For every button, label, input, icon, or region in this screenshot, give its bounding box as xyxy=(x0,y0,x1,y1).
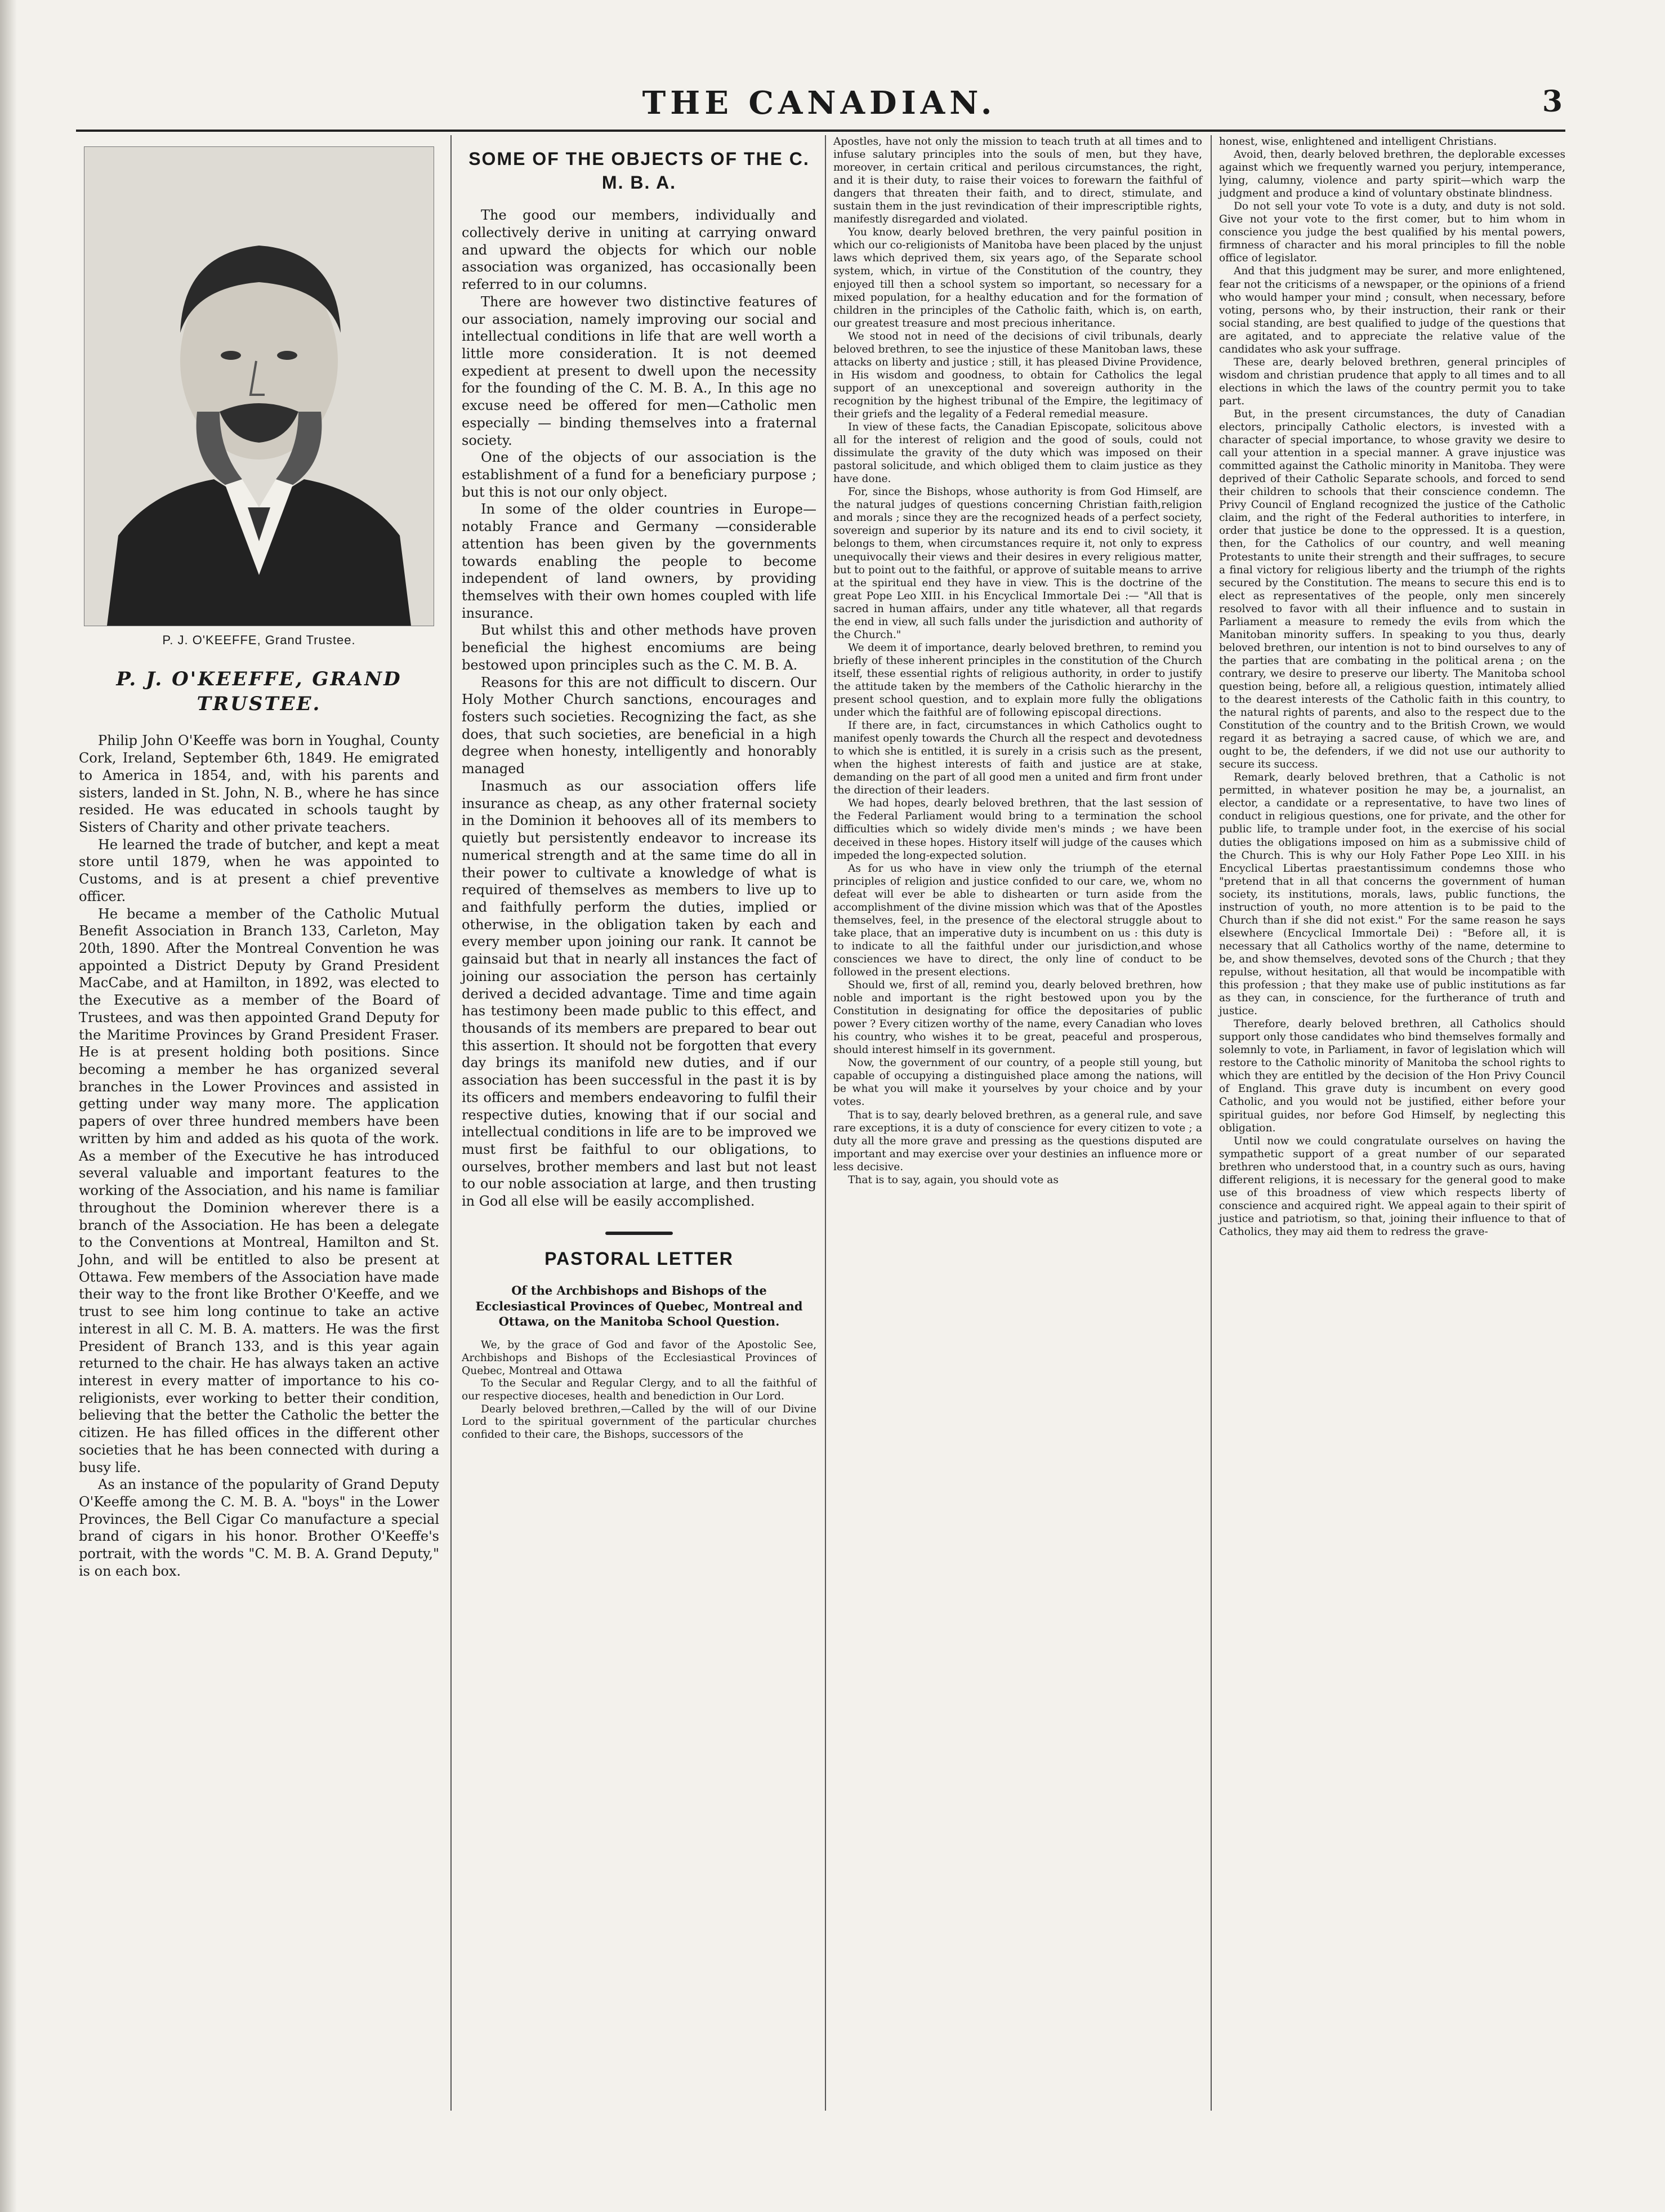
paragraph: But, in the present circumstances, the duty of Canadian electors, principally Catholic electors, is invested with a character of special importance, to whose gravity we desire to call your attention in a special manner. A grave injustice was committed against the Catholic minority in Manitoba. They were deprived of their Catholic Separate schools, and forced to send their children to schools that their conscience condemn. The Privy Council of England recognized the justice of the Catholic claim, and the right of the Federal authorities to interfere, in order that justice be done to the oppressed. It is a question, then, for the Catholics of our country, and well meaning Protestants to unite their strength and their suffrages, to secure a final victory for religious liberty and the triumph of the rights secured by the Constitution. The means to secure this end is to elect as representatives of the people, only men sincerely resolved to favor with all their influence and to sustain in Parliament a measure to remedy the evils from which the Manitoban minority suffers. In speaking to you thus, dearly beloved brethren, our intention is not to bind ourselves to any of the parties that are combating in the political arena ; on the contrary, we desire to preserve our liberty. The Manitoba school question being, before all, a religious question, intimately allied to the dearest interests of the Catholic faith in this country, to the natural rights of parents, and also to the respect due to the Constitution of the country and to the British Crown, we would regard it as betraying a sacred cause, of which we are, and ought to be, the defenders, if we did not use our authority to secure its success. xyxy=(1219,408,1565,771)
column-divider xyxy=(825,135,826,2111)
header-rule xyxy=(76,130,1565,132)
paragraph: These are, dearly beloved brethren, general principles of wisdom and christian prudence that apply to all times and to all elections in which the laws of the country permit you to take part. xyxy=(1219,356,1565,407)
paragraph: Do not sell your vote To vote is a duty, and duty is not sold. Give not your vote to the first comer, but to him whom in conscience you judge the best qualified by his mental powers, firmness of character and his moral principles to fill the noble office of legislator. xyxy=(1219,200,1565,265)
paragraph: There are however two distinctive features of our association, namely improving our social and intellectual conditions in life that are well worth a little more consideration. It is not deemed expedient at present to dwell upon the necessity for the founding of the C. M. B. A., In this age no excuse need be offered for men—Catholic men especially — binding themselves into a fraternal society. xyxy=(462,293,816,448)
paragraph: Philip John O'Keeffe was born in Youghal, County Cork, Ireland, September 6th, 1849. He emigrated to America in 1854, and, with his parents and sisters, landed in St. John, N. B., where he has since resided. He was educated in schools taught by Sisters of Charity and other private teachers. xyxy=(79,733,439,835)
paragraph: To the Secular and Regular Clergy, and to all the faithful of our respective dioceses, health and benediction in Our Lord. xyxy=(462,1377,816,1403)
paragraph: In view of these facts, the Canadian Episcopate, solicitous above all for the interest of religion and the good of souls, could not dissimulate the gravity of the duty which was imposed on their pastoral solicitude, and which obliged them to claim justice as they have done. xyxy=(833,421,1202,485)
paragraph: We had hopes, dearly beloved brethren, that the last session of the Federal Parliament would bring to a termination the school difficulties which so widely divide men's minds ; we have been deceived in these hopes. History itself will judge of the causes which impeded the long-expected solution. xyxy=(833,797,1202,862)
paragraph: The good our members, individually and collectively derive in uniting at carrying onward and upward the objects for which our noble association was organized, has occasionally been referred to in our columns. xyxy=(462,207,816,293)
pastoral-letter-subhead: Of the Archbishops and Bishops of the Ecclesiastical Provinces of Quebec, Montreal and Ottawa, on the Manitoba School Question. xyxy=(475,1283,803,1329)
column-2 xyxy=(462,135,816,1442)
paragraph: You know, dearly beloved brethren, the very painful position in which our co-religionists of Manitoba have been placed by the unjust laws which deprived them, six years ago, of the Separate school system, which, in virtue of the Constitution of the country, they enjoyed till then a school system so important, so necessary for a mixed population, for a healthy education and for the formation of children in the principles of the Catholic faith, which is, on earth, our greatest treasure and most precious inheritance. xyxy=(833,226,1202,329)
masthead-title: THE CANADIAN. xyxy=(642,84,997,122)
paragraph: We, by the grace of God and favor of the Apostolic See, Archbishops and Bishops of the Ecclesiastical Provinces of Quebec, Montreal and Ottawa xyxy=(462,1339,816,1377)
paragraph: Until now we could congratulate ourselves on having the sympathetic support of a great number of our separated brethren who understood that, in a country such as ours, having different religions, it is necessary for the general good to make use of this broadness of view which respects liberty of conscience and acquired right. We appeal again to their spirit of justice and patriotism, so that, joining their influence to that of Catholics, they may aid them to redress the grave- xyxy=(1219,1135,1565,1238)
paragraph: Therefore, dearly beloved brethren, all Catholics should support only those candidates who bind themselves formally and solemnly to vote, in Parliament, in favor of legislation which will restore to the Catholic minority of Manitoba the school rights to which they are entitled by the decision of the Hon Privy Council of England. This grave duty is incumbent on every good Catholic, and you would not be justified, either before your spiritual guides, nor before God Himself, by neglecting this obligation. xyxy=(1219,1018,1565,1134)
page-header xyxy=(76,84,1563,130)
paragraph: Dearly beloved brethren,—Called by the will of our Divine Lord to the spiritual government of the particular churches confided to their care, the Bishops, successors of the xyxy=(462,1403,816,1441)
paragraph: One of the objects of our association is the establishment of a fund for a beneficiary purpose ; but this is not our only object. xyxy=(462,449,816,500)
paragraph: As an instance of the popularity of Grand Deputy O'Keeffe among the C. M. B. A. "boys" in the Lower Provinces, the Bell Cigar Co manufacture a special brand of cigars in his honor. Brother O'Keeffe's portrait, with the words "C. M. B. A. Grand Deputy," is on each box. xyxy=(79,1477,439,1579)
pastoral-letter-title: PASTORAL LETTER xyxy=(544,1248,734,1269)
paragraph: honest, wise, enlightened and intelligent Christians. xyxy=(1219,136,1497,148)
paragraph: In some of the older countries in Europe—notably France and Germany —considerable attention has been given by the governments towards enabling the people to become independent of land owners, by providing themselves with their own homes coupled with life insurance. xyxy=(462,501,816,621)
paragraph: We deem it of importance, dearly beloved brethren, to remind you briefly of these inherent principles in the constitution of the Church itself, these essential rights of religious authority, in order to justify the attitude taken by the members of the Catholic hierarchy in the present school question, and to explain more fully the obligations under which the faithful are of following episcopal directions. xyxy=(833,641,1202,719)
portrait-caption: P. J. O'KEEFFE, Grand Trustee. xyxy=(162,633,356,647)
page-edge-shadow xyxy=(0,0,17,2212)
paragraph: Avoid, then, dearly beloved brethren, the deplorable excesses against which we frequently warned you perjury, intemperance, lying, calumny, violence and party spirit—which warp the judgment and produce a kind of voluntary obstinate blindness. xyxy=(1219,149,1565,200)
column-1 xyxy=(79,135,439,1580)
article-title: P. J. O'KEEFFE, GRAND TRUSTEE. xyxy=(116,668,402,716)
column-4 xyxy=(1219,135,1565,1238)
portrait-engraving xyxy=(84,147,434,626)
paragraph: But whilst this and other methods have proven beneficial the highest encomiums are being bestowed upon principles such as the C. M. B. A. xyxy=(462,622,816,673)
paragraph: As for us who have in view only the triumph of the eternal principles of religion and justice confided to our care, we, whom no defeat will ever be able to dishearten or turn aside from the accomplishment of the divine mission which was that of the Apostles themselves, feel, in the presence of the electoral struggle about to take place, that an imperative duty is incumbent on us : this duty is to indicate to all the faithful under our jurisdiction,and whose consciences we have to direct, the only line of conduct to be followed in the present elections. xyxy=(833,862,1202,978)
paragraph: He learned the trade of butcher, and kept a meat store until 1879, when he was appointed to Customs, and is at present a chief preventive officer. xyxy=(79,836,439,904)
paragraph: Remark, dearly beloved brethren, that a Catholic is not permitted, in whatever position he may be, a journalist, an elector, a candidate or a representative, to have two lines of conduct in religious questions, one for private, and the other for public life, to trample under foot, in the exercise of his social duties the obligations imposed on him as a submissive child of the Church. This is why our Holy Father Pope Leo XIII. in his Encyclical Libertas praestantissimum condemns those who "pretend that in all that concerns the government of human society, its institutions, morals, laws, public functions, the instruction of youth, no more attention is to be paid to the Church than if she did not exist." For the same reason he says elsewhere (Encyclical Immortale Dei) : "Before all, it is necessary that all Catholics worthy of the name, determine to be, and show themselves, devoted sons of the Church ; that they repulse, without hesitation, all that would be incompatible with this profession ; that they make use of public institutions as far as they can, in conscience, for the furtherance of truth and justice. xyxy=(1219,771,1565,1018)
paragraph: He became a member of the Catholic Mutual Benefit Association in Branch 133, Carleton, May 20th, 1890. After the Montreal Convention he was appointed a District Deputy by Grand President MacCabe, and at Hamilton, in 1892, was elected to the Executive as a member of the Board of Trustees, and was then appointed Grand Deputy for the Maritime Provinces by Grand President Fraser. He is at present holding both positions. Since becoming a member he has organized several branches in the Lower Provinces and assisted in getting under way many more. The application papers of over three hundred members have been written by him and added as his quota of the work. As a member of the Executive he has introduced several valuable and important features to the working of the Association, and his name is familiar throughout the Dominion wherever there is a branch of the Association. He has been a delegate to the Conventions at Montreal, Hamilton and St. John, and will be entitled to also be present at Ottawa. Few members of the Association have made their way to the front like Brother O'Keeffe, and we trust to see him long continue to take an active interest in all C. M. B. A. matters. He was the first President of Branch 133, and is this year again returned to the chair. He has always taken an active interest in every matter of importance to his co-religionists, ever working to better their condition, believing that the better the Catholic the better the citizen. He has filled offices in the different other societies that he has been connected with during a busy life. xyxy=(79,906,439,1475)
paragraph: That is to say, dearly beloved brethren, as a general rule, and save rare exceptions, it is a duty of conscience for every citizen to vote ; a duty all the more grave and pressing as the questions disputed are important and may exercise over your destinies an influence more or less decisive. xyxy=(833,1109,1202,1173)
column-divider xyxy=(1211,135,1212,2111)
paragraph: Apostles, have not only the mission to teach truth at all times and to infuse salutary principles into the souls of men, but they have, moreover, in certain critical and perilous circumstances, the right, and it is their duty, to raise their voices to forewarn the faithful of dangers that threaten their faith, and to direct, stimulate, and sustain them in the just revindication of their imprescriptible rights, manifestly disregarded and violated. xyxy=(833,136,1202,226)
portrait-image xyxy=(84,146,434,626)
paragraph: If there are, in fact, circumstances in which Catholics ought to manifest openly towards the Church all the respect and devotedness to which she is entitled, it is surely in a crisis such as the present, when the highest interests of faith and justice are at stake, demanding on the part of all good men a united and firm front under the direction of their leaders. xyxy=(833,720,1202,797)
section-divider xyxy=(605,1232,673,1235)
paragraph: Should we, first of all, remind you, dearly beloved brethren, how noble and important is the right bestowed upon you by the Constitution in designating for office the depositaries of public power ? Every citizen worthy of the name, every Canadian who loves his country, who wishes it to be great, peaceful and prosperous, should interest himself in its government. xyxy=(833,979,1202,1056)
paragraph: Inasmuch as our association offers life insurance as cheap, as any other fraternal society in the Dominion it behooves all of its members to quietly but persistently endeavor to increase its numerical strength and at the same time do all in their power to cultivate a knowledge of what is required of themselves as members to live up to and faithfully perform the duties, implied or otherwise, in the obligation taken by each and every member upon joining our rank. It cannot be gainsaid but that in nearly all instances the fact of joining our association the person has certainly derived a decided advantage. Time and time again has testimony been made public to this effect, and thousands of its members are prepared to bear out this assertion. It should not be forgotten that every day brings its manifold new duties, and if our association has been successful in the past it is by its officers and members endeavoring to fulfil their respective duties, knowing that if our social and intellectual conditions in life are to be improved we must first be faithful to our obligations, to ourselves, brother members and last but not least to our noble association at large, and then trusting in God all else will be easily accomplished. xyxy=(462,778,816,1210)
paragraph: Reasons for this are not difficult to discern. Our Holy Mother Church sanctions, encourages and fosters such societies. Recognizing the fact, as she does, that such societies, are beneficial in a high degree when honesty, intelligently and honorably managed xyxy=(462,674,816,777)
paragraph: Now, the government of our country, of a people still young, but capable of occupying a distinguished place among the nations, will be what you will make it yourselves by your choice and by your votes. xyxy=(833,1057,1202,1108)
paragraph: That is to say, again, you should vote as xyxy=(848,1174,1059,1186)
paragraph: And that this judgment may be surer, and more enlightened, fear not the criticisms of a newspaper, or the opinions of a friend who would hamper your mind ; consult, when necessary, before voting, persons who, by their instruction, their rank or their social standing, are best qualified to judge of the questions that are agitated, and to appreciate the relative value of the candidates who ask your suffrage. xyxy=(1219,265,1565,355)
section-title: SOME OF THE OBJECTS OF THE C. M. B. A. xyxy=(468,149,810,193)
paragraph: We stood not in need of the decisions of civil tribunals, dearly beloved brethren, to see the injustice of these Manitoban laws, these attacks on liberty and justice ; still, it has pleased Divine Providence, in His wisdom and goodness, to obtain for Catholics the legal support of an unexceptional and sovereign authority in the recognition by the highest tribunal of the Empire, the legitimacy of their griefs and the legality of a Federal remedial measure. xyxy=(833,330,1202,420)
column-3 xyxy=(833,135,1202,1187)
paragraph: For, since the Bishops, whose authority is from God Himself, are the natural judges of questions concerning Christian faith,religion and morals ; since they are the recognized heads of a perfect society, sovereign and superior by its nature and its end to civil society, it belongs to them, when circumstances require it, not only to express unequivocally their views and their desires in every religious matter, but to point out to the faithful, or approve of suitable means to arrive at the spiritual end they have in view. This is the doctrine of the great Pope Leo XIII. in his Encyclical Immortale Dei :— "All that is sacred in human affairs, under any title whatever, all that regards the end in view, all such falls under the jurisdiction and authority of the Church." xyxy=(833,486,1202,641)
column-divider xyxy=(450,135,452,2111)
page-number: 3 xyxy=(1542,84,1563,119)
